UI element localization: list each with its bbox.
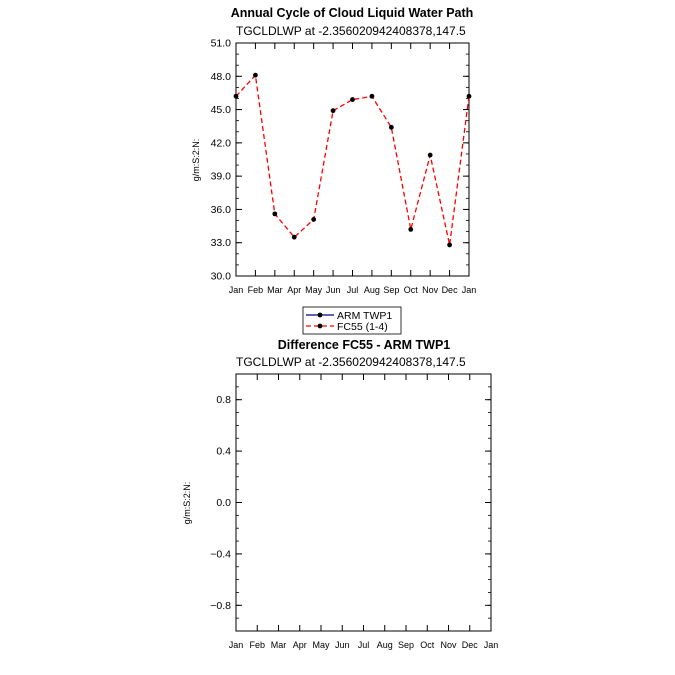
chart2-ylabel: g/m:S:2:N: bbox=[182, 481, 192, 525]
legend-label-arm: ARM TWP1 bbox=[337, 310, 393, 322]
chart2-frame bbox=[236, 374, 491, 631]
chart1-ytick-label: 48.0 bbox=[210, 70, 231, 83]
chart1-data-point bbox=[408, 227, 413, 232]
chart2-ytick-label: 0.4 bbox=[216, 445, 231, 458]
chart1-data-point bbox=[331, 108, 336, 113]
chart1-subtitle: TGCLDLWP at -2.356020942408378,147.5 bbox=[236, 24, 466, 38]
chart1-xtick-label: Feb bbox=[247, 285, 264, 295]
chart1-data-point bbox=[389, 125, 394, 130]
legend-label-fc55: FC55 (1-4) bbox=[337, 321, 388, 333]
chart1-xtick-label: Nov bbox=[422, 285, 439, 295]
chart2-xtick-label: Feb bbox=[249, 640, 266, 650]
legend-marker-arm bbox=[318, 313, 323, 318]
chart1-data-point bbox=[234, 94, 239, 99]
chart1-xtick-label: Dec bbox=[441, 285, 458, 295]
chart1-data-point bbox=[428, 153, 433, 158]
chart2-plot bbox=[210, 374, 498, 650]
chart2-ytick-label: −0.8 bbox=[210, 599, 231, 612]
chart2-xtick-label: Mar bbox=[270, 640, 287, 650]
chart1-xtick-label: Jan bbox=[228, 285, 244, 295]
legend-marker-fc55 bbox=[318, 324, 323, 329]
chart1-ytick-label: 33.0 bbox=[210, 237, 231, 250]
chart2-xtick-label: Sep bbox=[397, 640, 415, 650]
chart1-xtick-label: Apr bbox=[287, 285, 302, 295]
chart1-data-point bbox=[350, 97, 355, 102]
chart2-xtick-label: Jun bbox=[334, 640, 350, 650]
chart2-xtick-label: Jan bbox=[228, 640, 244, 650]
chart1-data-point bbox=[447, 243, 452, 248]
chart2-subtitle: TGCLDLWP at -2.356020942408378,147.5 bbox=[236, 355, 466, 369]
chart2-ytick-label: −0.4 bbox=[210, 548, 231, 561]
chart1-legend bbox=[303, 307, 401, 334]
chart1-title: Annual Cycle of Cloud Liquid Water Path bbox=[230, 6, 474, 20]
chart1-frame bbox=[236, 43, 469, 276]
chart1-data-point bbox=[253, 73, 258, 78]
chart2-xtick-label: Oct bbox=[420, 640, 435, 650]
chart1-data-point bbox=[370, 94, 375, 99]
chart1-xtick-label: Jun bbox=[325, 285, 341, 295]
chart1-data-point bbox=[467, 94, 472, 99]
chart2-title: Difference FC55 - ARM TWP1 bbox=[277, 338, 451, 352]
chart1-plot bbox=[211, 38, 477, 296]
chart2-ytick-label: 0.8 bbox=[216, 394, 231, 407]
chart1-xtick-label: Jul bbox=[346, 285, 359, 295]
chart1-ytick-label: 42.0 bbox=[210, 137, 231, 150]
chart2-xtick-label: Jan bbox=[483, 640, 499, 650]
chart1-ytick-label: 30.0 bbox=[210, 270, 231, 283]
chart1-data-point bbox=[311, 217, 316, 222]
chart1-xtick-label: Sep bbox=[383, 285, 400, 295]
chart1-data-point bbox=[272, 211, 277, 216]
chart1-ylabel: g/m:S:2:N: bbox=[191, 138, 201, 182]
chart2-xtick-label: Nov bbox=[440, 640, 457, 650]
chart1-ytick-label: 39.0 bbox=[210, 170, 231, 183]
chart1-xtick-label: Jan bbox=[461, 285, 477, 295]
chart1-data-point bbox=[292, 235, 297, 240]
chart2-ytick-label: 0.0 bbox=[216, 497, 231, 509]
chart1-ytick-label: 51.0 bbox=[210, 37, 231, 50]
chart1-ytick-label: 45.0 bbox=[210, 104, 231, 117]
chart1-xtick-label: May bbox=[305, 285, 323, 295]
chart2-xtick-label: Apr bbox=[292, 640, 307, 650]
chart2-xtick-label: Aug bbox=[376, 640, 393, 650]
chart2-xtick-label: Dec bbox=[461, 640, 478, 650]
chart2-xtick-label: May bbox=[312, 640, 330, 650]
chart2-xtick-label: Jul bbox=[357, 640, 370, 650]
chart1-xtick-label: Oct bbox=[403, 285, 418, 295]
chart1-ytick-label: 36.0 bbox=[210, 203, 231, 216]
chart1-xtick-label: Mar bbox=[267, 285, 283, 295]
chart1-xtick-label: Aug bbox=[363, 285, 380, 295]
